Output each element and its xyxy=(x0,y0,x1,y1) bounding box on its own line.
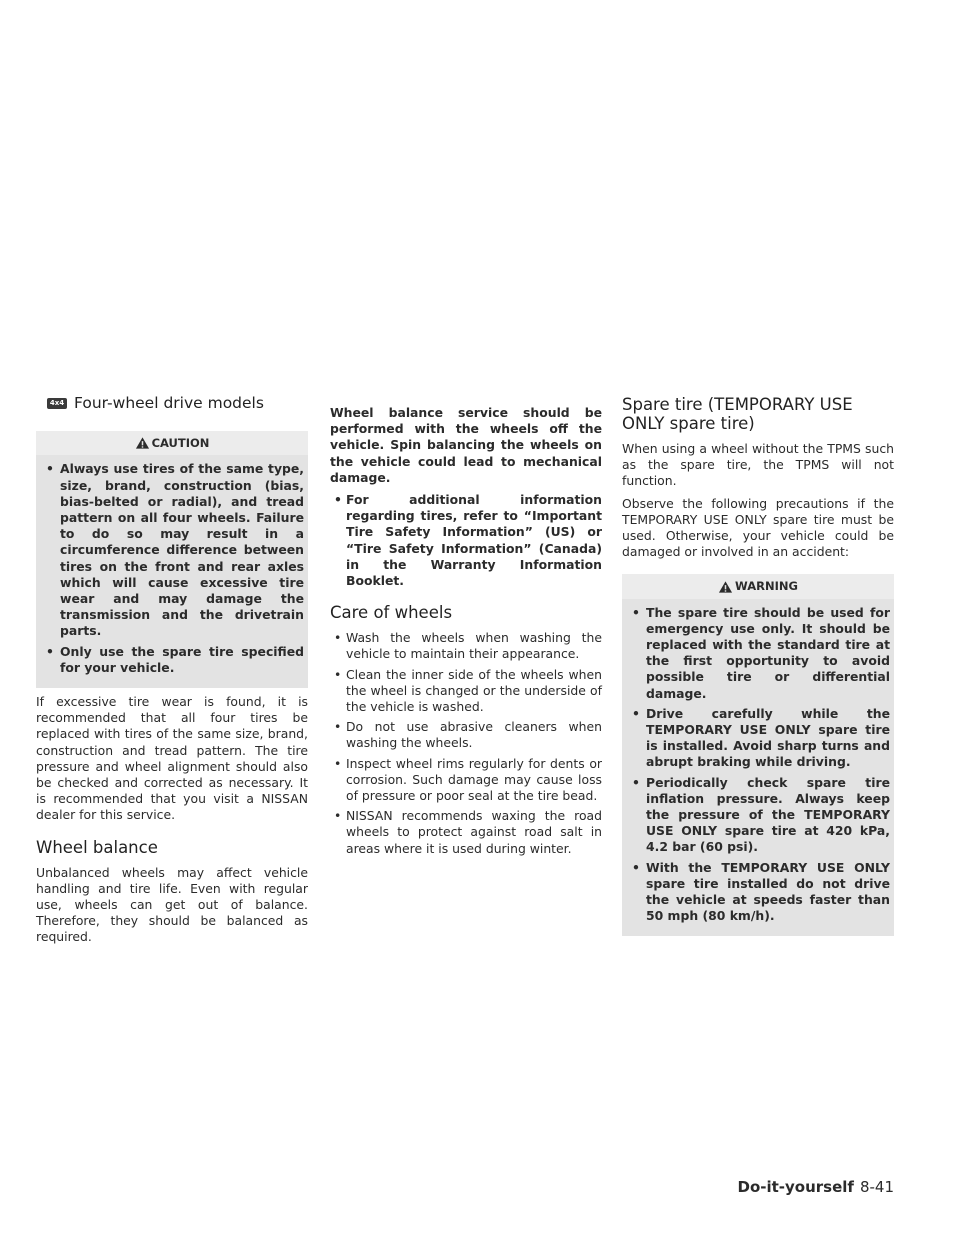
caution-title: CAUTION xyxy=(151,436,210,451)
warning-triangle-icon xyxy=(135,436,150,450)
care-item: • Do not use abrasive cleaners when washing the wheels. xyxy=(330,719,602,751)
warning-header xyxy=(622,574,894,598)
caution-item: • Only use the spare tire specified for your vehicle. xyxy=(40,644,304,676)
warning-item: • The spare tire should be used for emergency use only. It should be replaced with the standard tire at the first opportunity to avoid possible tire or differential damage. xyxy=(626,605,890,702)
spare-tire-heading: Spare tire (TEMPORARY USE ONLY spare tire) xyxy=(622,395,853,433)
wheel-balance-paragraph: Unbalanced wheels may affect vehicle handling and tire life. Even with regular use, wheels can get out of balance. Therefore, they should be balanced as required. xyxy=(36,864,308,945)
warning-box xyxy=(622,574,894,936)
warning-triangle-icon xyxy=(718,580,733,594)
page-footer xyxy=(738,1178,895,1196)
caution-list xyxy=(40,461,304,676)
4x4-badge-icon: 4x4 xyxy=(47,398,67,409)
tire-safety-item: • For additional information regarding tires, refer to “Important Tire Safety Information” (US) or “Tire Safety Information” (Canada) in the Warranty Information Booklet. xyxy=(330,492,602,589)
tire-safety-list xyxy=(330,492,602,589)
column-3 xyxy=(622,395,894,936)
warning-item: • With the TEMPORARY USE ONLY spare tire installed do not drive the vehicle at speeds faster than 50 mph (80 km/h). xyxy=(626,860,890,925)
wheel-balance-heading: Wheel balance xyxy=(36,837,158,857)
caution-header xyxy=(36,431,308,455)
caution-item: • Always use tires of the same type, size, brand, construction (bias, bias-belted or radial), and tread pattern on all four wheels. Failure to do so may result in a circumference difference between tires on the front and rear axles which will cause excessive tire wear and may damage the transmission and the drivetrain parts. xyxy=(40,461,304,639)
section-heading-four-wheel-drive xyxy=(47,395,308,411)
footer-section-title: Do-it-yourself xyxy=(737,1178,854,1196)
warning-item: • Drive carefully while the TEMPORARY USE ONLY spare tire is installed. Avoid sharp turns and abrupt braking while driving. xyxy=(626,706,890,771)
column-2 xyxy=(330,395,602,861)
care-of-wheels-heading: Care of wheels xyxy=(330,603,453,623)
tpms-paragraph: When using a wheel without the TPMS such as the spare tire, the TPMS will not function. xyxy=(622,441,894,489)
care-item: • Clean the inner side of the wheels when the wheel is changed or the underside of the vehicle is washed. xyxy=(330,667,602,716)
care-of-wheels-list xyxy=(330,630,602,857)
care-item: • NISSAN recommends waxing the road wheels to protect against road salt in areas where it is used during winter. xyxy=(330,808,602,857)
warning-item: • Periodically check spare tire inflation pressure. Always keep the pressure of the TEMPORARY USE ONLY spare tire at 420 kPa, 4.2 bar (60 psi). xyxy=(626,775,890,856)
wheel-balance-service-note: Wheel balance service should be performed with the wheels off the vehicle. Spin balancing the wheels on the vehicle could lead to mechanical damage. xyxy=(330,405,602,485)
page-number: 8-41 xyxy=(859,1178,894,1196)
warning-title: WARNING xyxy=(735,579,798,594)
column-1 xyxy=(36,395,308,952)
four-wheel-drive-title: Four-wheel drive models xyxy=(74,394,264,412)
care-item: • Inspect wheel rims regularly for dents or corrosion. Such damage may cause loss of pressure or poor seal at the tire bead. xyxy=(330,756,602,805)
tire-wear-paragraph: If excessive tire wear is found, it is recommended that all four tires be replaced with tires of the same size, brand, construction and tread pattern. The tire pressure and wheel alignment should also be checked and corrected as necessary. It is recommended that you visit a NISSAN dealer for this service. xyxy=(36,694,308,823)
caution-box xyxy=(36,431,308,688)
precautions-paragraph: Observe the following precautions if the TEMPORARY USE ONLY spare tire must be used. Otherwise, your vehicle could be damaged or involved in an accident: xyxy=(622,495,894,560)
warning-list xyxy=(626,605,890,925)
care-item: • Wash the wheels when washing the vehicle to maintain their appearance. xyxy=(330,630,602,662)
